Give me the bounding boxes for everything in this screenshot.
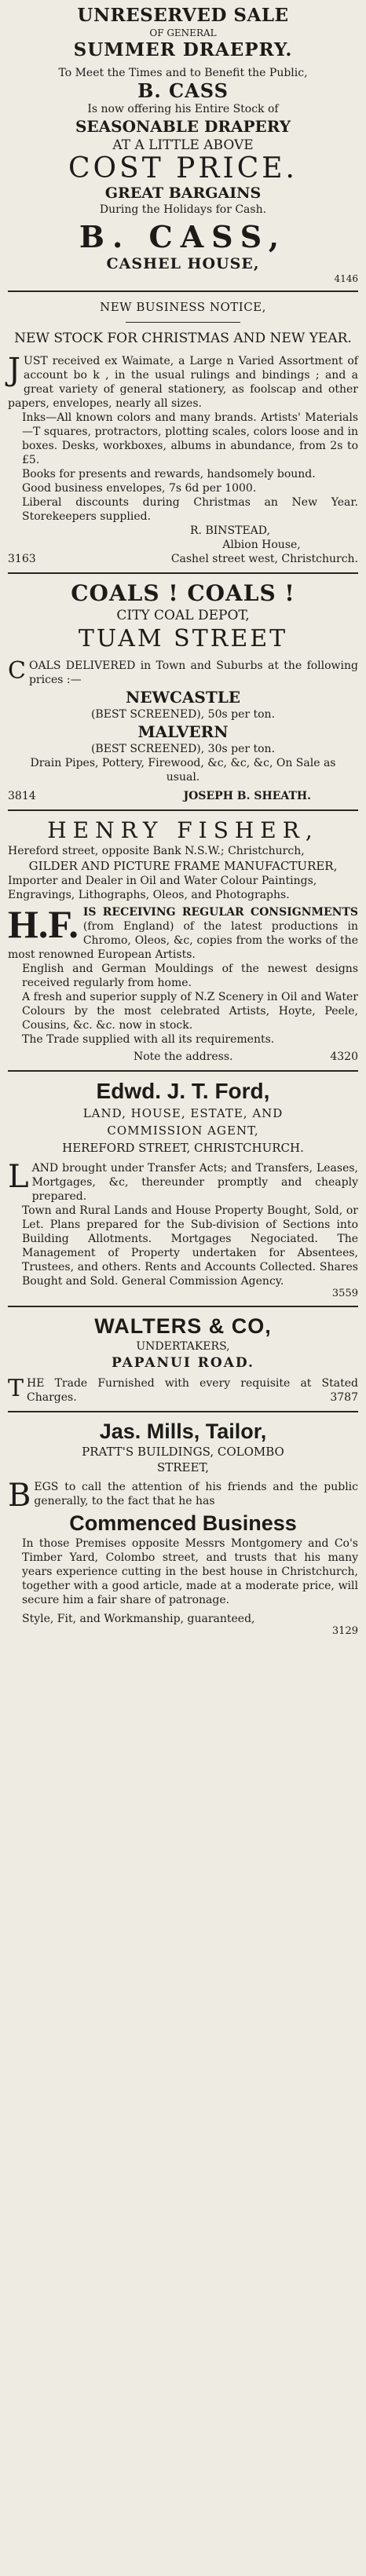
ad7-paragraph-2: In those Premises opposite Messrs Montgomery and Co's Timber Yard, Colombo street, and trusts that his many years experience cutting in the best house in Christchurch, together with a good article, made at a moderate price, will secure him a fair share of patronage. [22,1537,358,1606]
ad3-subheading: CITY COAL DEPOT, [116,608,250,623]
ad-edwd-ford [8,1078,358,1299]
ad2-subheading: NEW STOCK FOR CHRISTMAS AND NEW YEAR. [14,331,352,346]
divider [8,1411,358,1412]
ad6-paragraph-1: HE Trade Furnished with every requisite at Stated Charges. [27,1377,358,1404]
ad1-text-2: Is now offering his Entire Stock of [87,103,279,115]
divider [8,290,358,292]
ad1-cost-price: COST PRICE. [68,152,298,185]
ad2-paragraph-2: Inks—All known colors and many brands. Artists' Materials—T squares, protractors, plotting scales, colors loose and in boxes. Desks, workboxes, albums in abundance, from 2s to £5. [22,411,358,466]
ad1-number: 4146 [334,273,358,284]
divider [8,1306,358,1307]
ad3-street: TUAM STREET [78,625,288,652]
ad7-paragraph-3: Style, Fit, and Workmanship, guaranteed, [22,1613,255,1625]
ad4-heading: HENRY FISHER, [47,817,319,843]
ad3-dropcap: C [8,657,26,685]
ad3-paragraph-2: Drain Pipes, Pottery, Firewood, &c, &c, &c, On Sale as usual. [30,757,336,784]
ad4-number: 4320 [330,1050,358,1063]
ad1-text-3: SEASONABLE DRAPERY [75,117,291,136]
ad-walters-undertakers [8,1314,358,1405]
ad2-paragraph-1: UST received ex Waimate, a Large n Varied Assortment of account bo k , in the usual rulings and bindings ; and a great variety of general stationery, as foolscap and other papers, envelopes, nearly all sizes. [8,355,358,410]
divider [8,572,358,574]
ad6-address: PAPANUI ROAD. [112,1355,254,1371]
ad7-paragraph-1: EGS to call the attention of his friends and the public generally, to the fact that he has [34,1481,358,1507]
ad-cass-drapery [8,5,358,284]
ad6-number: 3787 [330,1391,358,1404]
ad-binstead-stationery [8,298,358,566]
ad5-address: HEREFORD STREET, CHRISTCHURCH. [62,1141,304,1155]
ad3-malvern-price: (BEST SCREENED), 30s per ton. [90,743,276,755]
ad4-paragraph-3: Engravings, Lithographs, Oleos, and Photographs. [8,889,290,901]
ad1-text-5: During the Holidays for Cash. [99,203,267,216]
ad4-paragraph-5: English and German Mouldings of the newest designs received regularly from home. [22,963,358,989]
ad3-newcastle: NEWCASTLE [125,688,241,707]
ad5-subheading-1: LAND, HOUSE, ESTATE, AND [82,1106,284,1120]
ad2-signature: R. BINSTEAD, [190,524,270,537]
ad5-subheading-2: COMMISSION AGENT, [107,1124,259,1138]
ad4-paragraph-1: Hereford street, opposite Bank N.S.W.; Christchurch, [8,845,305,857]
ad4-paragraph-7: The Trade supplied with all its requirements. [22,1033,275,1046]
ad6-subheading: UNDERTAKERS, [136,1340,230,1353]
ad4-logo: H.F. [8,902,79,946]
ad1-subtitle: OF GENERAL [149,27,217,38]
ad5-dropcap: L [8,1159,29,1195]
ad5-number: 3559 [331,1288,358,1299]
ad-henry-fisher [8,817,358,1064]
ad6-heading: WALTERS & CO, [94,1314,272,1338]
ad-city-coal-depot [8,580,358,803]
ad3-heading: COALS ! COALS ! [71,580,295,606]
ad1-bargains: GREAT BARGAINS [104,185,262,202]
ad5-heading: Edwd. J. T. Ford, [96,1079,270,1103]
ad2-signature-house: Albion House, [222,539,301,551]
ad4-paragraph-2: Importer and Dealer in Oil and Water Colour Paintings, [8,875,317,887]
ad2-number: 3163 [8,553,36,565]
ad3-malvern: MALVERN [137,722,229,741]
ad3-newcastle-price: (BEST SCREENED), 50s per ton. [90,708,276,721]
ad2-paragraph-5: Liberal discounts during Christmas an New Year. Storekeepers supplied. [22,496,358,523]
ad6-dropcap: T [8,1375,24,1402]
ad2-heading: NEW BUSINESS NOTICE, [100,300,266,314]
ad4-signature: Note the address. [134,1050,233,1063]
ad3-signature: JOSEPH B. SHEATH. [183,790,311,802]
ad1-title: UNRESERVED SALE [77,5,289,26]
ad7-number: 3129 [331,1625,358,1637]
ad5-paragraph-1: AND brought under Transfer Acts; and Transfers, Leases, Mortgages, &c, thereunder promptly and cheaply prepared. [31,1162,358,1203]
ad1-heading: SUMMER DRAEPRY. [73,39,293,60]
ad4-paragraph-4b: (from England) of the latest productions in Chromo, Oleos, &c, copies from the works of the most renowned European Artists. [8,920,358,961]
ad5-paragraph-2: Town and Rural Lands and House Property Bought, Sold, or Let. Plans prepared for the Sub-division of Sections into Building Allotments. Mortgages Negociated. The Management of Property undertaken for Absentees, Trustees, and others. Rents and Accounts Collected. Shares Bought and Sold. General Commission Agency. [22,1204,358,1288]
ad7-subheading-1: PRATT'S BUILDINGS, COLOMBO [82,1445,284,1459]
ad4-paragraph-4a: IS RECEIVING REGULAR CONSIGNMENTS [82,906,358,919]
ad4-subheading: GILDER AND PICTURE FRAME MANUFACTURER, [28,859,338,873]
ad2-dropcap: J [8,352,21,388]
ad7-heading: Jas. Mills, Tailor, [99,1420,267,1443]
divider-short [126,322,240,323]
divider [8,809,358,811]
ad-jas-mills-tailor [8,1419,358,1637]
ad2-paragraph-3: Books for presents and rewards, handsomely bound. [22,468,316,480]
ad2-address: Cashel street west, Christchurch. [170,553,358,565]
ad1-text-1: To Meet the Times and to Benefit the Public, [58,67,308,79]
ad1-name: B. CASS [137,79,229,102]
ad3-number: 3814 [8,790,36,802]
divider [8,1070,358,1072]
ad2-paragraph-4: Good business envelopes, 7s 6d per 1000. [22,482,257,495]
ad7-dropcap: B [8,1478,31,1514]
ad4-paragraph-6: A fresh and superior supply of N.Z Scenery in Oil and Water Colours by the most celebrated Artists, Hoyte, Peele, Cousins, &c. &c. now in stock. [22,991,358,1032]
ad3-paragraph-1: OALS DELIVERED in Town and Suburbs at the following prices :— [28,660,358,686]
ad1-text-4: AT A LITTLE ABOVE [112,137,254,153]
ad1-house: CASHEL HOUSE, [106,255,260,272]
ad7-subheading-2: STREET, [156,1460,210,1474]
ad1-name-large: B. CASS, [79,219,287,254]
ad7-commenced: Commenced Business [69,1511,297,1535]
